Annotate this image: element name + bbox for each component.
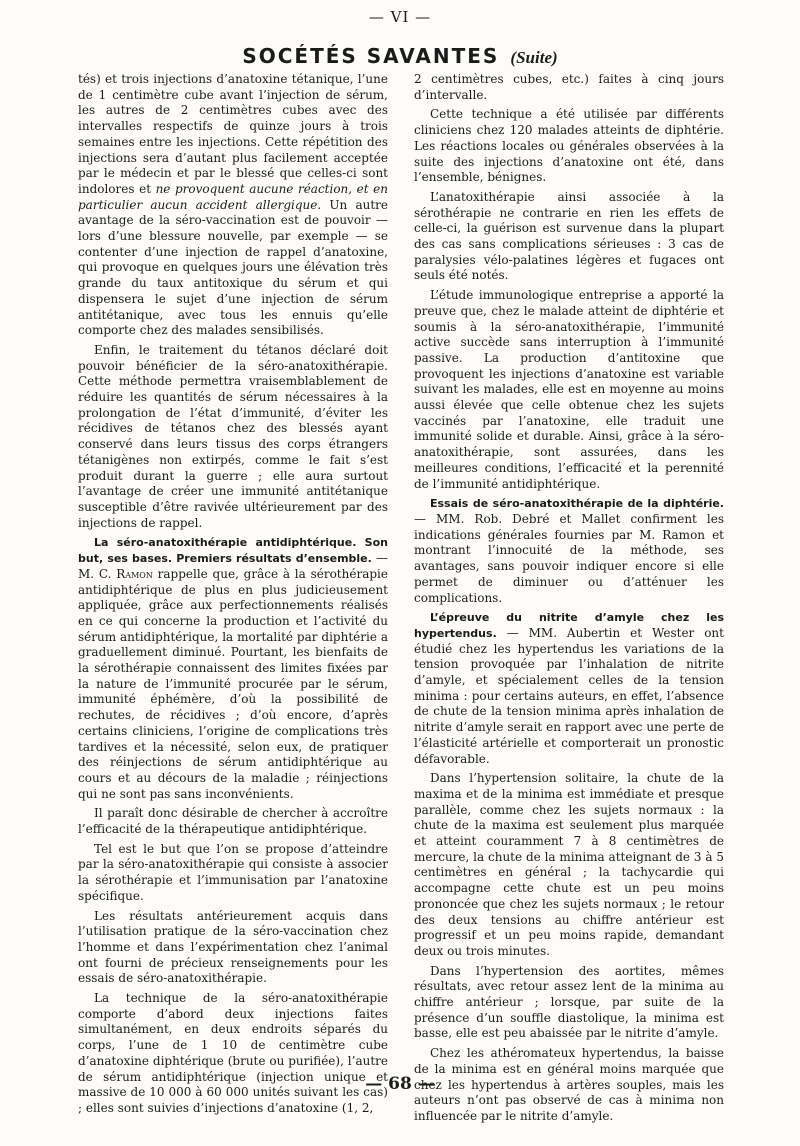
right-column bbox=[414, 72, 724, 1129]
paragraph: Enfin, le traitement du tétanos déclaré doit pouvoir bénéficier de la séro-anatoxithérapie. Cette méthode permettra vraisemblablement de réduire les quantités de sérum nécessaires à la prolongation de l’état d’immunité, d’éviter les récidives de tétanos chez des blessés ayant conservé dans leurs tissus des corps étrangers tétanigènes non extirpés, comme le fait s’est produit durant la guerre ; elle aura surtout l’avantage de créer une immunité antitétanique susceptible d’être ravivée ultérieurement par des injections de rappel. bbox=[78, 342, 388, 530]
article-title: La séro-anatoxithérapie antidiphtérique. Son but, ses bases. Premiers résultats d’ensemble. bbox=[78, 536, 388, 566]
article-paragraph bbox=[78, 535, 388, 802]
section-title: SOCÉTÉS SAVANTES bbox=[242, 44, 500, 68]
text: rappelle que, grâce à la sérothérapie antidiphtérique de plus en plus judicieusement appliquée, grâce aux perfectionnements réalisés en ce qui concerne la production et l’activité du sérum antidiphtérique, la mortalité par diphtérie a graduellement diminué. Pourtant, les bienfaits de la sérothérapie connaissent des limites fixées par la nature de l’immunité procurée par le sérum, immunité éphémère, d’où la possibilité de rechutes, de récidives ; d’où encore, d’après certains cliniciens, l’origine de complications très tardives et la nécessité, selon eux, de pratiquer des réinjections de sérum antidiphtérique au cours et au décours de la maladie ; réinjections qui ne sont pas sans inconvénients. bbox=[78, 566, 388, 801]
page-header bbox=[0, 44, 800, 68]
article-title: L’épreuve du nitrite d’amyle chez les hypertendus. bbox=[414, 611, 724, 640]
article-author: — M. C. Ramon bbox=[78, 551, 388, 581]
page-number-roman: — VI — bbox=[368, 8, 432, 26]
paragraph: Cette technique a été utilisée par différents cliniciens chez 120 malades atteints de diphtérie. Les réactions locales ou générales observées à la suite des injections d’anatoxine ont été, dans l’ensemble, bénignes. bbox=[414, 107, 724, 185]
emphasis-text: ne provoquent aucune réaction, et en particulier aucun accident allergique. bbox=[78, 181, 388, 212]
paragraph: Dans l’hypertension des aortites, mêmes résultats, avec retour assez lent de la minima au chiffre antérieur ; lorsque, par suite de la présence d’un souffle diastolique, la minima est basse, elle est peu abaissée par le nitrite d’amyle. bbox=[414, 963, 724, 1041]
page-number: — 68 — bbox=[365, 1074, 435, 1094]
paragraph bbox=[78, 72, 388, 339]
text: tés) et trois injections d’anatoxine tétanique, l’une de 1 centimètre cube avant l’injection de sérum, les autres de 2 centimètres cubes avec des intervalles respectifs de quinze jours à trois semaines entre les injections. Cette répétition des injections sera d’autant plus facilement acceptée par le médecin et par le blessé que celles-ci sont indolores et bbox=[78, 72, 388, 196]
left-column bbox=[78, 72, 388, 1121]
article-paragraph bbox=[414, 496, 724, 606]
paragraph: L’étude immunologique entreprise a apporté la preuve que, chez le malade atteint de diphtérie et soumis à la séro-anatoxithérapie, l’immunité active succède sans interruption à l’immunité passive. La production d’antitoxine que provoquent les injections d’anatoxine est variable suivant les malades, elle est en moyenne au moins aussi élevée que celle obtenue chez les sujets vaccinés par l’anatoxine, elle traduit une immunité solide et durable. Ainsi, grâce à la séro-anatoxithérapie, sont assurées, dans les meilleures conditions, l’efficacité et la perennité de l’immunité antidiphtérique. bbox=[414, 288, 724, 491]
paragraph: Dans l’hypertension solitaire, la chute de la maxima et de la minima est immédiate et presque parallèle, comme chez les sujets normaux : la chute de la maxima est seulement plus marquée et atteint couramment 7 à 8 centimètres de mercure, la chute de la minima atteignant de 3 à 5 centimètres en général ; la tachycardie qui accompagne cette chute est un peu moins prononcée que chez les sujets normaux ; le retour des deux tensions au chiffre antérieur est progressif et un peu moins rapide, demandant deux ou trois minutes. bbox=[414, 771, 724, 958]
text: Un autre avantage de la séro-vaccination est de pouvoir — lors d’une blessure nouvelle, par exemple — se contenter d’une injection de rappel d’anatoxine, qui provoque en quelques jours une élévation très grande du taux antitoxique du sérum et qui dispensera le sujet d’une injection de sérum antitétanique, avec tous les ennuis qu’elle comporte chez des malades sensibilisés. bbox=[78, 197, 388, 338]
article-paragraph bbox=[414, 610, 724, 767]
paragraph: 2 centimètres cubes, etc.) faites à cinq jours d’intervalle. bbox=[414, 72, 724, 102]
paragraph: Les résultats antérieurement acquis dans l’utilisation pratique de la séro-vaccination chez l’homme et dans l’expérimentation chez l’animal ont fourni de précieux renseignements pour les essais de séro-anatoxithérapie. bbox=[78, 908, 388, 986]
article-title: Essais de séro-anatoxithérapie de la diphtérie. bbox=[430, 497, 724, 511]
paragraph: La technique de la séro-anatoxithérapie comporte d’abord deux injections faites simultanément, en deux endroits séparés du corps, l’une de 1 10 de centimètre cube d’anatoxine diphtérique (brute ou purifiée), l’autre de sérum antidiphtérique (injection unique et massive de 10 000 à 60 000 unités suivant les cas) ; elles sont suivies d’injections d’anatoxine (1, 2, bbox=[78, 991, 388, 1115]
text: — MM. Rob. Debré et Mallet confirment les indications générales fournies par M. Ramon et montrant l’innocuité de la méthode, ses avantages, sans pouvoir indiquer encore si elle permet de diminuer ou d’atténuer les complications. bbox=[414, 511, 724, 605]
paragraph: L’anatoxithérapie ainsi associée à la sérothérapie ne contrarie en rien les effets de celle-ci, la guérison est survenue dans la plupart des cas sans complications sérieuses : 3 cas de paralysies vélo-palatines légères et fugaces ont seuls été notés. bbox=[414, 189, 724, 283]
paragraph: Il paraît donc désirable de chercher à accroître l’efficacité de la thérapeutique antidiphtérique. bbox=[78, 806, 388, 837]
paragraph: Chez les athéromateux hypertendus, la baisse de la minima est en général moins marquée que chez les hypertendus à artères souples, mais les auteurs n’ont pas observé de cas à minima non influencée par le nitrite d’amyle. bbox=[414, 1046, 724, 1123]
text: — MM. Aubertin et Wester ont étudié chez les hypertendus les variations de la tension provoquée par l’inhalation de nitrite d’amyle, et spécialement celles de la tension minima : pour certains auteurs, en effet, l’absence de chute de la tension minima après inhalation de nitrite d’amyle serait en rapport avec une perte de l’élasticité artérielle et comporterait un pronostic défavorable. bbox=[414, 625, 724, 766]
section-suite: (Suite) bbox=[510, 48, 558, 67]
paragraph: Tel est le but que l’on se propose d’atteindre par la séro-anatoxithérapie qui consiste à associer la sérothérapie et l’immunisation par l’anatoxine spécifique. bbox=[78, 841, 388, 903]
